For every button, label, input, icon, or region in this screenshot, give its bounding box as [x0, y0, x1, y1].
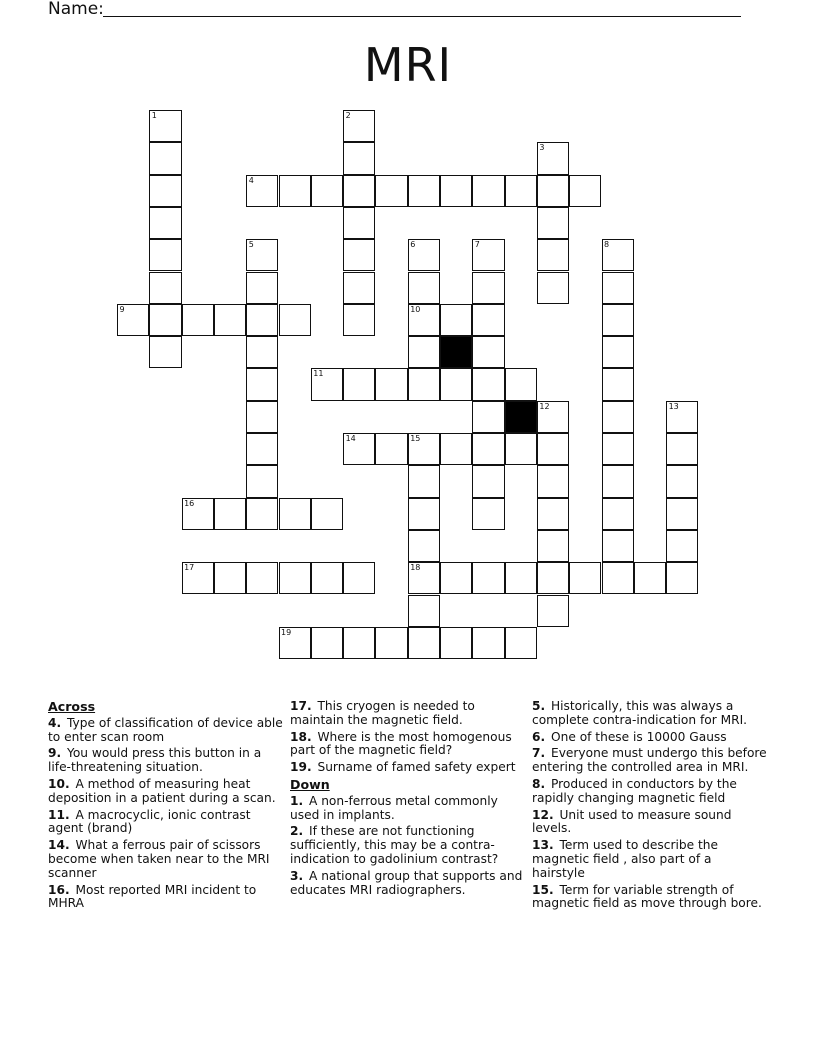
- clue-item-number: 5.: [532, 699, 546, 713]
- crossword-cell[interactable]: [343, 239, 375, 271]
- crossword-cell[interactable]: [343, 175, 375, 207]
- crossword-cell[interactable]: [440, 304, 472, 336]
- crossword-cell[interactable]: [666, 498, 698, 530]
- clue-item-text: Produced in conductors by the rapidly changing magnetic field: [532, 776, 737, 805]
- crossword-cell[interactable]: [149, 110, 181, 142]
- crossword-cell[interactable]: [408, 239, 440, 271]
- clue-number: 19: [281, 627, 292, 637]
- crossword-cell[interactable]: [537, 530, 569, 562]
- clue-item-text: What a ferrous pair of scissors become when taken near to the MRI scanner: [48, 838, 270, 880]
- clue-item-text: Everyone must undergo this before entering the controlled area in MRI.: [532, 746, 767, 775]
- crossword-cell[interactable]: [343, 272, 375, 304]
- crossword-cell[interactable]: [279, 562, 311, 594]
- clue-item-number: 15.: [532, 882, 554, 897]
- clue-number: 2: [345, 111, 351, 120]
- crossword-cell[interactable]: [311, 627, 343, 659]
- crossword-cell[interactable]: [182, 498, 214, 530]
- crossword-cell[interactable]: [505, 433, 537, 465]
- crossword-cell[interactable]: [537, 175, 569, 207]
- crossword-cell[interactable]: [666, 562, 698, 594]
- crossword-cell[interactable]: [149, 207, 181, 239]
- crossword-cell[interactable]: [472, 401, 504, 433]
- crossword-cell[interactable]: [343, 433, 375, 465]
- crossword-cell[interactable]: [537, 562, 569, 594]
- clue-item-number: 1.: [290, 793, 304, 808]
- crossword-cell[interactable]: [634, 562, 666, 594]
- clue-item: [532, 747, 768, 775]
- clue-item-number: 8.: [532, 776, 546, 791]
- crossword-cell[interactable]: [537, 239, 569, 271]
- clue-item-text: Term for variable strength of magnetic field as move through bore.: [532, 882, 762, 911]
- clue-item-number: 16.: [48, 882, 70, 897]
- crossword-cell[interactable]: [343, 627, 375, 659]
- crossword-cell[interactable]: [408, 304, 440, 336]
- crossword-cell[interactable]: [246, 498, 278, 530]
- crossword-cell[interactable]: [472, 368, 504, 400]
- across-heading: Across: [48, 699, 96, 714]
- crossword-cell[interactable]: [537, 498, 569, 530]
- clue-number: 9: [119, 304, 125, 314]
- crossword-cell[interactable]: [182, 562, 214, 594]
- crossword-cell[interactable]: [602, 433, 634, 465]
- crossword-cell[interactable]: [408, 530, 440, 562]
- clue-item: [290, 700, 526, 728]
- clue-number: 18: [410, 563, 421, 573]
- name-field[interactable]: [48, 0, 748, 20]
- crossword-cell[interactable]: [472, 562, 504, 594]
- black-square: [505, 401, 537, 433]
- crossword-cell[interactable]: [343, 562, 375, 594]
- crossword-cell[interactable]: [408, 595, 440, 627]
- clue-number: 6: [410, 240, 416, 250]
- clue-number: 1: [151, 111, 157, 120]
- clue-item: [532, 839, 768, 880]
- clue-item: [532, 778, 768, 806]
- clues-column-3: [532, 700, 768, 914]
- name-underline[interactable]: [103, 16, 741, 17]
- clue-item-number: 6.: [532, 729, 546, 744]
- crossword-cell[interactable]: [666, 433, 698, 465]
- crossword-cell[interactable]: [246, 465, 278, 497]
- clue-item-number: 4.: [48, 715, 62, 730]
- clue-item-number: 9.: [48, 746, 62, 761]
- crossword-cell[interactable]: [602, 304, 634, 336]
- crossword-cell[interactable]: [279, 175, 311, 207]
- crossword-cell[interactable]: [214, 562, 246, 594]
- crossword-cell[interactable]: [246, 336, 278, 368]
- crossword-cell[interactable]: [602, 401, 634, 433]
- clue-item-text: One of these is 10000 Gauss: [547, 729, 727, 744]
- clue-number: 14: [345, 434, 356, 443]
- crossword-cell[interactable]: [149, 304, 181, 336]
- clues-column-1: [48, 700, 284, 914]
- clue-item: [48, 778, 284, 806]
- crossword-cell[interactable]: [537, 595, 569, 627]
- clue-item-number: 17.: [290, 699, 312, 713]
- crossword-cell[interactable]: [666, 401, 698, 433]
- crossword-cell[interactable]: [408, 465, 440, 497]
- clue-item-text: A non-ferrous metal commonly used in implants.: [290, 793, 498, 822]
- crossword-cell[interactable]: [182, 304, 214, 336]
- crossword-cell[interactable]: [343, 110, 375, 142]
- clue-item: [48, 809, 284, 837]
- crossword-cell[interactable]: [505, 368, 537, 400]
- clue-number: 16: [184, 498, 195, 508]
- crossword-cell[interactable]: [375, 368, 407, 400]
- crossword-cell[interactable]: [246, 304, 278, 336]
- clue-item: [290, 731, 526, 759]
- clue-number: 15: [410, 434, 421, 443]
- crossword-cell[interactable]: [537, 142, 569, 174]
- crossword-cell[interactable]: [537, 207, 569, 239]
- crossword-cell[interactable]: [472, 336, 504, 368]
- crossword-cell[interactable]: [505, 627, 537, 659]
- crossword-cell[interactable]: [440, 433, 472, 465]
- clue-item-text: Unit used to measure sound levels.: [532, 807, 732, 836]
- crossword-cell[interactable]: [311, 498, 343, 530]
- crossword-cell[interactable]: [149, 239, 181, 271]
- clue-item-text: Where is the most homogenous part of the magnetic field?: [290, 729, 512, 758]
- crossword-cell[interactable]: [246, 175, 278, 207]
- clue-number: 17: [184, 563, 195, 573]
- name-label: Name:: [48, 0, 104, 19]
- clue-item-text: Type of classification of device able to enter scan room: [48, 715, 283, 744]
- crossword-cell[interactable]: [505, 175, 537, 207]
- clue-number: 12: [539, 401, 550, 411]
- clues-column-2: [290, 700, 526, 900]
- clue-number: 4: [248, 175, 254, 185]
- crossword-cell[interactable]: [149, 272, 181, 304]
- crossword-cell[interactable]: [343, 207, 375, 239]
- crossword-cell[interactable]: [375, 433, 407, 465]
- clue-item-number: 14.: [48, 838, 70, 853]
- clue-item-text: Historically, this was always a complete contra-indication for MRI.: [532, 699, 748, 727]
- crossword-cell[interactable]: [472, 175, 504, 207]
- clue-number: 13: [668, 401, 679, 411]
- crossword-cell[interactable]: [408, 562, 440, 594]
- crossword-cell[interactable]: [440, 175, 472, 207]
- crossword-cell[interactable]: [279, 304, 311, 336]
- clue-item: [532, 884, 768, 912]
- clue-number: 11: [313, 369, 324, 379]
- crossword-cell[interactable]: [602, 562, 634, 594]
- crossword-cell[interactable]: [537, 465, 569, 497]
- crossword-cell[interactable]: [408, 175, 440, 207]
- crossword-cell[interactable]: [246, 433, 278, 465]
- clue-item: [290, 761, 526, 775]
- crossword-cell[interactable]: [569, 175, 601, 207]
- crossword-cell[interactable]: [246, 239, 278, 271]
- crossword-cell[interactable]: [472, 239, 504, 271]
- crossword-cell[interactable]: [246, 401, 278, 433]
- crossword-cell[interactable]: [537, 401, 569, 433]
- crossword-grid: [117, 110, 699, 662]
- crossword-cell[interactable]: [117, 304, 149, 336]
- clue-item: [48, 747, 284, 775]
- crossword-cell[interactable]: [440, 627, 472, 659]
- clue-item-number: 18.: [290, 729, 312, 744]
- crossword-cell[interactable]: [602, 498, 634, 530]
- clue-item-number: 19.: [290, 760, 312, 775]
- crossword-cell[interactable]: [375, 627, 407, 659]
- crossword-cell[interactable]: [408, 368, 440, 400]
- crossword-cell[interactable]: [569, 562, 601, 594]
- crossword-cell[interactable]: [214, 304, 246, 336]
- clue-item-text: A method of measuring heat deposition in a patient during a scan.: [48, 776, 276, 805]
- crossword-cell[interactable]: [343, 368, 375, 400]
- crossword-cell[interactable]: [408, 627, 440, 659]
- crossword-cell[interactable]: [472, 627, 504, 659]
- clue-item-number: 7.: [532, 746, 546, 761]
- clue-item-text: You would press this button in a life-threatening situation.: [48, 746, 262, 775]
- clue-item-text: A macrocyclic, ionic contrast agent (brand): [48, 807, 251, 836]
- crossword-cell[interactable]: [246, 272, 278, 304]
- crossword-cell[interactable]: [602, 368, 634, 400]
- clue-number: 3: [539, 143, 545, 153]
- clue-item-text: A national group that supports and educates MRI radiographers.: [290, 868, 523, 897]
- crossword-cell[interactable]: [279, 498, 311, 530]
- clue-item: [48, 717, 284, 745]
- crossword-cell[interactable]: [149, 142, 181, 174]
- crossword-cell[interactable]: [440, 368, 472, 400]
- crossword-cell[interactable]: [408, 272, 440, 304]
- crossword-cell[interactable]: [214, 498, 246, 530]
- crossword-cell[interactable]: [343, 142, 375, 174]
- clue-item: [532, 731, 768, 745]
- clue-item-number: 2.: [290, 824, 304, 839]
- crossword-cell[interactable]: [666, 465, 698, 497]
- crossword-cell[interactable]: [602, 239, 634, 271]
- crossword-cell[interactable]: [375, 175, 407, 207]
- clue-number: 5: [248, 240, 254, 250]
- crossword-cell[interactable]: [537, 433, 569, 465]
- crossword-cell[interactable]: [472, 272, 504, 304]
- crossword-cell[interactable]: [149, 336, 181, 368]
- clue-item-number: 13.: [532, 838, 554, 853]
- clue-item-number: 12.: [532, 807, 554, 822]
- crossword-cell[interactable]: [602, 336, 634, 368]
- crossword-cell[interactable]: [666, 530, 698, 562]
- crossword-cell[interactable]: [343, 304, 375, 336]
- clue-number: 7: [474, 240, 480, 250]
- crossword-cell[interactable]: [149, 175, 181, 207]
- clue-item-number: 11.: [48, 807, 70, 822]
- crossword-cell[interactable]: [472, 465, 504, 497]
- crossword-cell[interactable]: [602, 272, 634, 304]
- crossword-cell[interactable]: [246, 368, 278, 400]
- clue-item: [48, 839, 284, 880]
- clue-item: [290, 870, 526, 898]
- clue-item: [290, 825, 526, 866]
- black-square: [440, 336, 472, 368]
- crossword-cell[interactable]: [311, 368, 343, 400]
- clue-number: 8: [604, 240, 610, 250]
- page-title: MRI: [363, 38, 453, 92]
- clue-item-number: 3.: [290, 868, 304, 883]
- clue-item: [290, 795, 526, 823]
- clue-item-text: If these are not functioning sufficiently, this may be a contra-indication to gadolinium contrast?: [290, 824, 499, 866]
- crossword-cell[interactable]: [440, 562, 472, 594]
- crossword-cell[interactable]: [505, 562, 537, 594]
- clue-item: [532, 809, 768, 837]
- clue-item-text: Surname of famed safety expert: [313, 760, 516, 775]
- clue-item-text: Term used to describe the magnetic field , also part of a hairstyle: [532, 838, 718, 880]
- crossword-cell[interactable]: [408, 498, 440, 530]
- clue-item-text: This cryogen is needed to maintain the magnetic field.: [290, 699, 475, 727]
- crossword-cell[interactable]: [279, 627, 311, 659]
- clue-item-text: Most reported MRI incident to MHRA: [48, 882, 257, 911]
- crossword-cell[interactable]: [472, 433, 504, 465]
- crossword-cell[interactable]: [602, 530, 634, 562]
- crossword-cell[interactable]: [472, 304, 504, 336]
- clue-number: 10: [410, 304, 421, 314]
- clue-item: [48, 884, 284, 912]
- crossword-cell[interactable]: [602, 465, 634, 497]
- clue-item-number: 10.: [48, 776, 70, 791]
- crossword-cell[interactable]: [408, 336, 440, 368]
- crossword-cell[interactable]: [311, 562, 343, 594]
- down-heading: Down: [290, 776, 330, 792]
- clue-item: [532, 700, 768, 728]
- crossword-cell[interactable]: [246, 562, 278, 594]
- crossword-cell[interactable]: [472, 498, 504, 530]
- crossword-cell[interactable]: [408, 433, 440, 465]
- crossword-cell[interactable]: [311, 175, 343, 207]
- crossword-cell[interactable]: [537, 272, 569, 304]
